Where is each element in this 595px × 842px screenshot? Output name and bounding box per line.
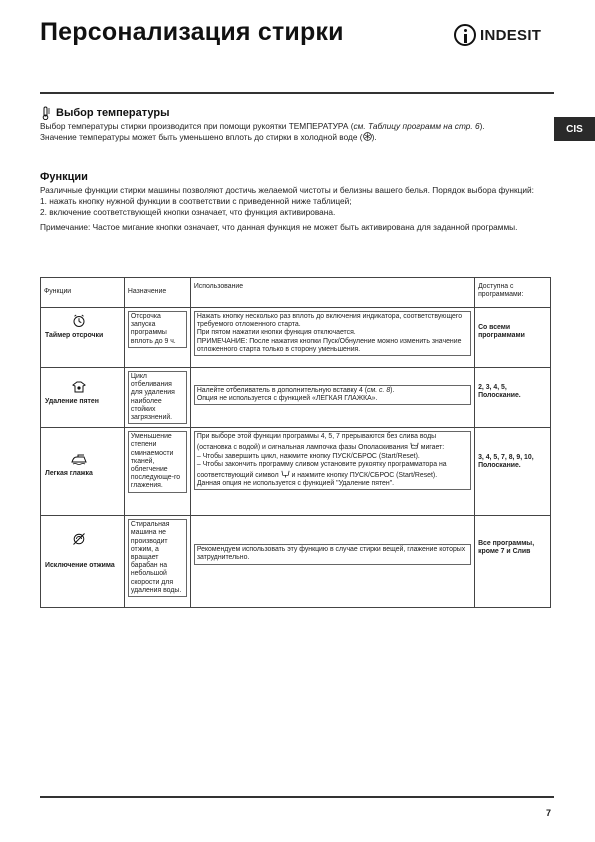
function-name-cell — [41, 308, 125, 368]
usage-text: Рекомендуем использовать эту функцию в случае стирки вещей, глажение которых затруднительно. — [194, 544, 471, 564]
cold-water-icon — [363, 132, 372, 141]
table-row — [41, 308, 551, 368]
usage-cell — [190, 516, 474, 608]
available-programs: 3, 4, 5, 7, 8, 9, 10, Полоскание. — [478, 454, 534, 470]
table-row — [41, 428, 551, 516]
drain-icon — [281, 469, 290, 478]
indesit-logo-icon — [454, 24, 476, 46]
page-number: 7 — [546, 808, 552, 818]
purpose-text: Цикл отбеливания для удаления наиболее стойких загрязнений. — [128, 371, 187, 424]
purpose-cell — [124, 428, 190, 516]
functions-intro: Различные функции стирки машины позволяют достичь желаемой чистоты и белизны вашего белья. Порядок выбора функций: — [40, 185, 534, 195]
purpose-text: Отсрочка запуска программы вплоть до 9 ч. — [128, 311, 187, 348]
usage-text: Нажать кнопку несколько раз вплоть до включения индикатора, соответствующего требуемого отложенного старта. При пятом нажатии кнопки функция отключается. ПРИМЕЧАНИЕ: После нажатия кнопки Пуск/Обнуление можно изменить значение отложенного старта только в сторону уменьшения. — [194, 311, 471, 356]
rinse-icon — [410, 441, 419, 450]
available-cell — [475, 428, 551, 516]
language-tab: CIS — [554, 117, 595, 141]
no-spin-icon — [71, 532, 87, 546]
functions-heading: Функции — [40, 171, 88, 183]
usage-cell — [190, 368, 474, 428]
timer-icon — [71, 314, 87, 328]
function-name: Таймер отсрочки — [45, 332, 104, 339]
function-name: Легкая глажка — [45, 470, 93, 478]
brand-logo — [454, 20, 541, 50]
function-name-cell — [41, 368, 125, 428]
top-divider — [40, 92, 554, 94]
usage-text: Налейте отбеливатель в дополнительную вставку 4 (см. с. 8). Опция не используется с функцией «ЛЕГКАЯ ГЛАЖКА». — [194, 385, 471, 405]
header-available: Доступна с программами: — [475, 278, 551, 308]
header-usage: Использование — [190, 278, 474, 308]
temperature-heading — [40, 106, 169, 120]
available-programs: Со всеми программами — [478, 324, 525, 340]
page-title: Персонализация стирки — [40, 18, 344, 46]
purpose-cell — [124, 308, 190, 368]
available-cell — [475, 516, 551, 608]
functions-step-1: 1. нажать кнопку нужной функции в соответствии с приведенной ниже таблицей; — [40, 195, 352, 206]
available-programs: Все программы, кроме 7 и Слив — [478, 540, 535, 556]
temperature-line-1: Выбор температуры стирки производится при помощи рукоятки ТЕМПЕРАТУРА (см. Таблицу программ на стр. 6). — [40, 121, 485, 131]
temperature-line-2: Значение температуры может быть уменьшено вплоть до стирки в холодной воде ( ). — [40, 131, 377, 142]
bottom-divider — [40, 796, 554, 798]
function-name: Удаление пятен — [45, 398, 99, 405]
usage-cell — [190, 308, 474, 368]
brand-name: INDESIT — [480, 26, 542, 44]
purpose-cell — [124, 368, 190, 428]
purpose-text: Стиральная машина не производит отжим, а вращает барабан на небольшой скорости для удаления воды. — [128, 519, 187, 597]
functions-note: Примечание: Частое мигание кнопки означает, что данная функция не может быть активирована для заданной программы. — [40, 222, 518, 233]
temperature-heading-text: Выбор температуры — [56, 107, 170, 119]
functions-table — [40, 277, 551, 608]
function-name-cell — [41, 428, 125, 516]
table-header-row — [41, 278, 551, 308]
usage-text: При выборе этой функции программы 4, 5, 7 прерываются без слива воды (остановка с водой) и сигнальная лампочка фазы Ополаскивания мигает: – Чтобы завершить цикл, нажмите кнопку ПУСК/СБРОС (Start/Reset). – Чтобы закончить программу сливом установите рукоятку программатора на соответствующий символ и нажмите кнопку ПУСК/СБРОС (Start/Reset). Данная опция не используется с функцией "Удаление пятен". — [194, 431, 471, 490]
table-row — [41, 368, 551, 428]
function-name: Исключение отжима — [45, 562, 115, 570]
temperature-text — [40, 121, 548, 143]
purpose-cell — [124, 516, 190, 608]
header-function: Функции — [41, 278, 125, 308]
usage-cell — [190, 428, 474, 516]
function-name-cell — [41, 516, 125, 608]
available-cell — [475, 308, 551, 368]
purpose-text: Уменьшение степени сминаемости тканей, облегчение последующе-го глажения. — [128, 431, 187, 492]
header-purpose: Назначение — [124, 278, 190, 308]
available-cell — [475, 368, 551, 428]
available-programs: 2, 3, 4, 5, Полоскание. — [478, 384, 521, 400]
functions-text — [40, 185, 548, 233]
thermometer-icon — [40, 106, 52, 120]
easy-iron-icon — [71, 452, 87, 466]
stain-removal-icon — [71, 380, 87, 394]
functions-step-2: 2. включение соответствующей кнопки означает, что функция активирована. — [40, 206, 336, 217]
table-row — [41, 516, 551, 608]
